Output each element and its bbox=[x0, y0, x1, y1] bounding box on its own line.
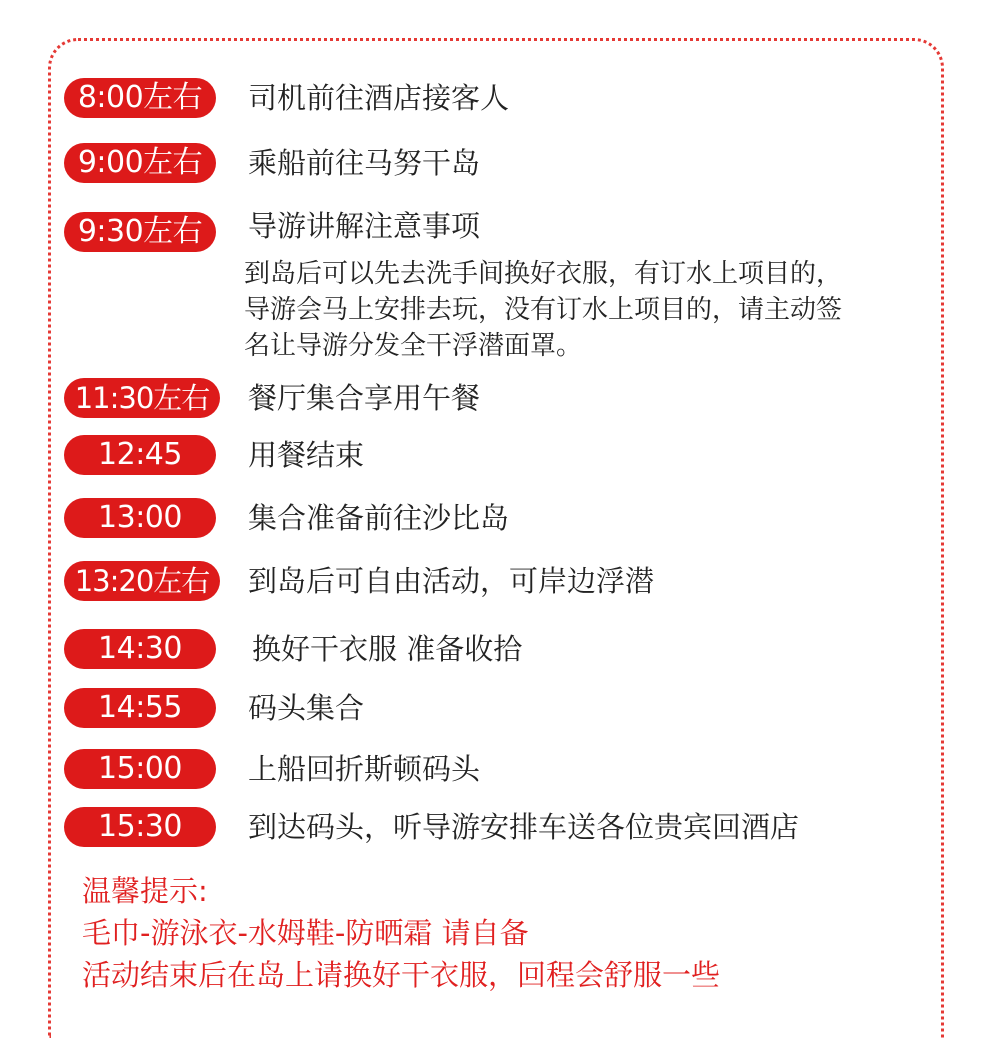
schedule-note bbox=[244, 256, 934, 364]
schedule-desc: 导游讲解注意事项 bbox=[248, 209, 481, 243]
schedule-desc: 码头集合 bbox=[248, 691, 365, 725]
schedule-desc: 司机前往酒店接客人 bbox=[248, 81, 510, 115]
tips-title: 温馨提示: bbox=[82, 874, 208, 908]
time-badge: 8:00左右 bbox=[64, 78, 216, 118]
schedule-desc: 到岛后可自由活动，可岸边浮潜 bbox=[248, 564, 655, 598]
schedule-desc: 餐厅集合享用午餐 bbox=[248, 381, 481, 415]
time-badge: 14:55 bbox=[64, 688, 216, 728]
note-line: 导游会马上安排去玩，没有订水上项目的，请主动签 bbox=[244, 295, 843, 325]
time-badge: 13:20左右 bbox=[64, 561, 220, 601]
schedule-desc: 乘船前往马努干岛 bbox=[248, 146, 481, 180]
time-badge: 15:00 bbox=[64, 749, 216, 789]
time-badge: 9:00左右 bbox=[64, 143, 216, 183]
schedule-desc: 上船回折斯顿码头 bbox=[248, 752, 481, 786]
time-badge: 15:30 bbox=[64, 807, 216, 847]
schedule-desc: 集合准备前往沙比岛 bbox=[248, 501, 510, 535]
schedule-desc: 换好干衣服 准备收拾 bbox=[252, 632, 523, 666]
time-badge: 13:00 bbox=[64, 498, 216, 538]
schedule-desc: 用餐结束 bbox=[248, 438, 365, 472]
note-line: 名让导游分发全干浮潜面罩。 bbox=[244, 331, 583, 361]
schedule-desc: 到达码头，听导游安排车送各位贵宾回酒店 bbox=[248, 810, 800, 844]
time-badge: 12:45 bbox=[64, 435, 216, 475]
note-line: 到岛后可以先去洗手间换好衣服，有订水上项目的， bbox=[244, 259, 843, 289]
tips-line: 活动结束后在岛上请换好干衣服，回程会舒服一些 bbox=[82, 958, 721, 992]
time-badge: 11:30左右 bbox=[64, 378, 220, 418]
tips-section bbox=[82, 870, 720, 996]
tips-line: 毛巾-游泳衣-水姆鞋-防晒霜 请自备 bbox=[82, 916, 529, 950]
time-badge: 14:30 bbox=[64, 629, 216, 669]
time-badge: 9:30左右 bbox=[64, 212, 216, 252]
